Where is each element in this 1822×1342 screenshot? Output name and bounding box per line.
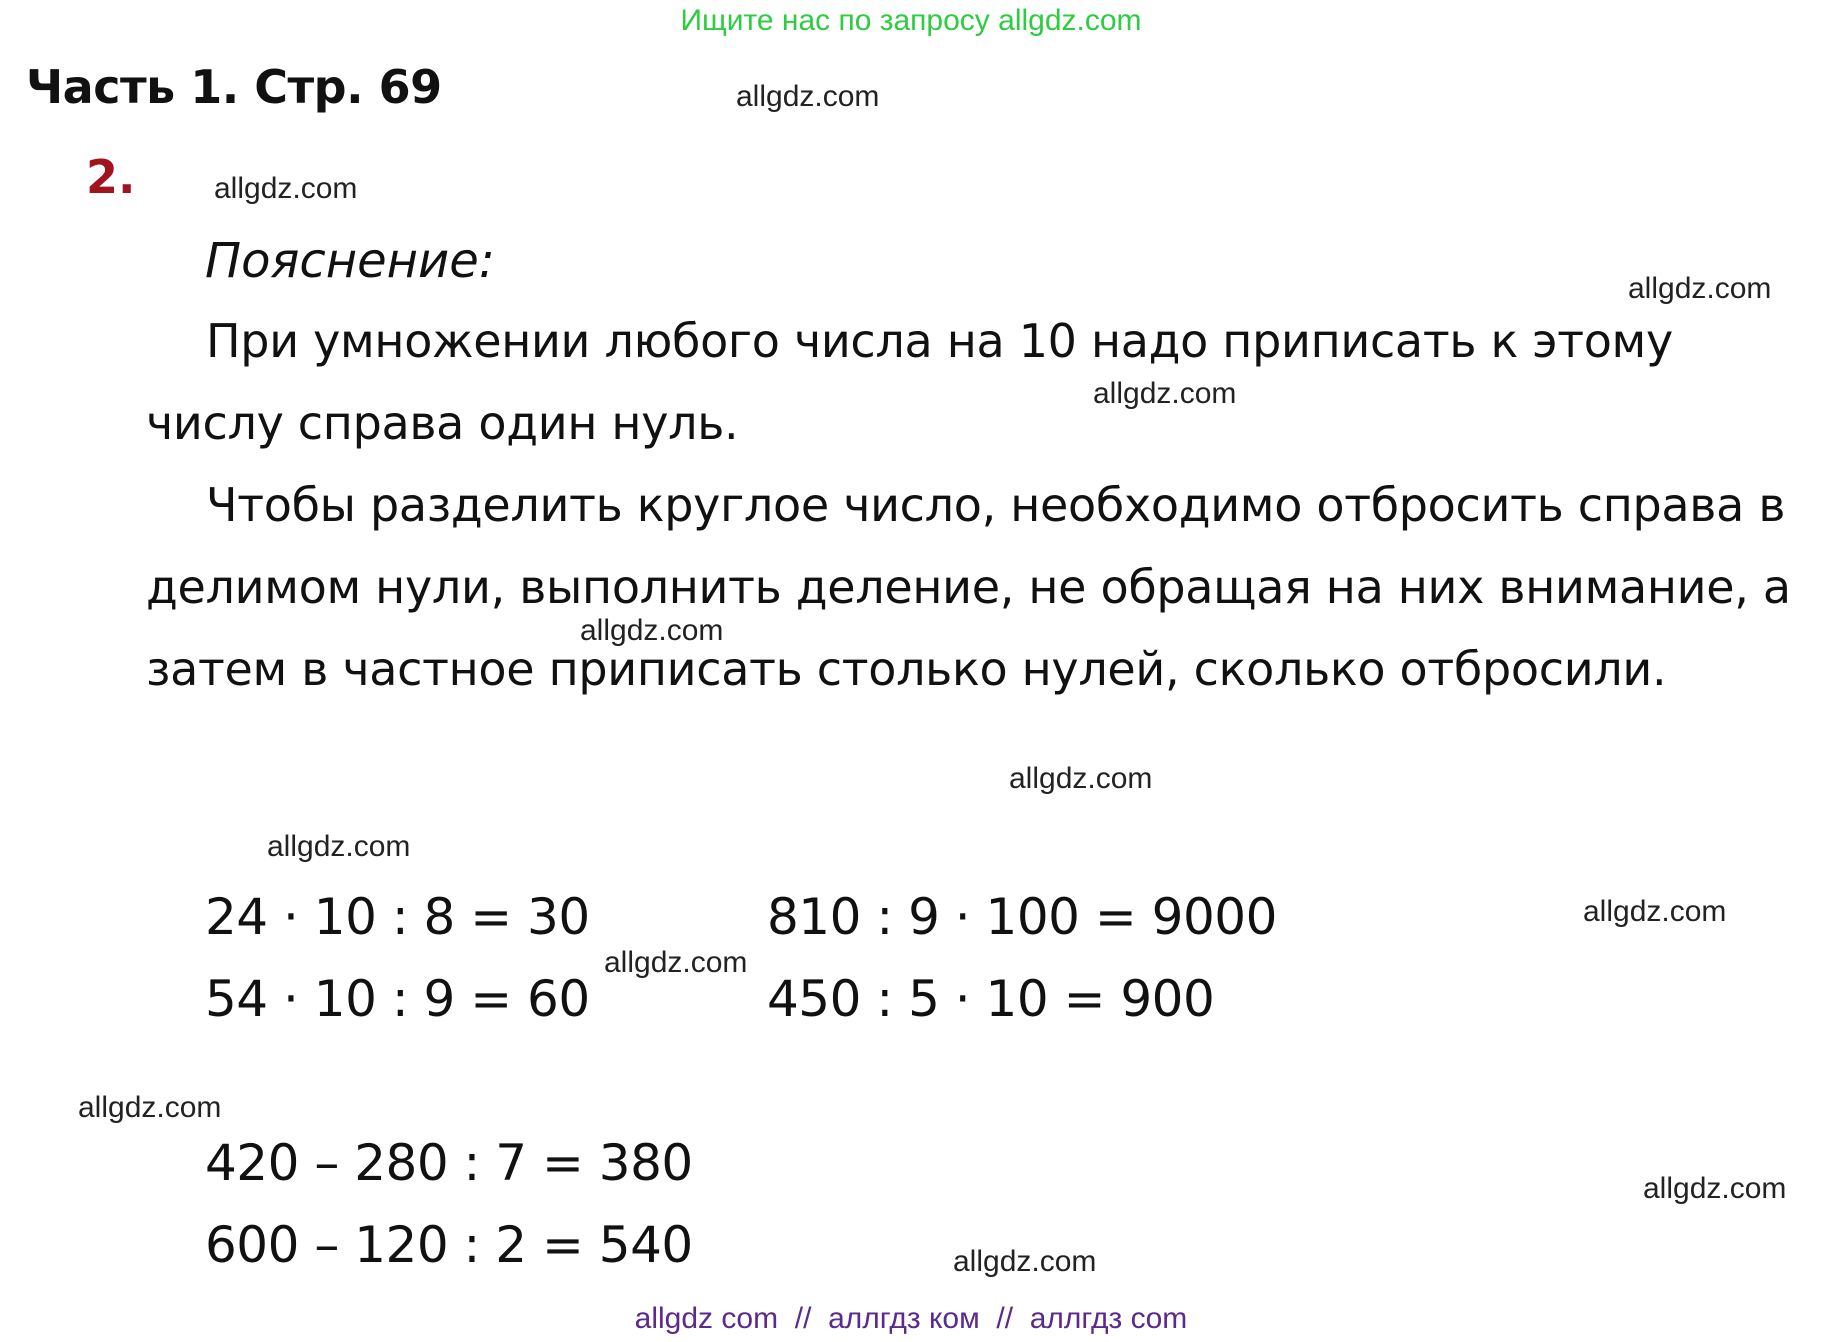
equation: 600 – 120 : 2 = 540 [205,1216,693,1274]
watermark: allgdz.com [953,1245,1097,1278]
watermark: allgdz.com [1009,762,1153,795]
watermark: allgdz.com [1583,895,1727,928]
page-heading: Часть 1. Стр. 69 [26,60,442,114]
explanation-label: Пояснение: [205,233,495,289]
watermark: allgdz.com [1093,377,1237,410]
watermark: allgdz.com [604,946,748,979]
equation: 450 : 5 · 10 = 900 [767,970,1215,1028]
watermark: allgdz.com [1643,1172,1787,1205]
equation: 54 · 10 : 9 = 60 [205,970,590,1028]
task-number: 2. [86,150,136,204]
watermark: allgdz.com [267,830,411,863]
top-banner[interactable]: Ищите нас по запросу allgdz.com [680,4,1142,37]
watermark: allgdz.com [78,1091,222,1124]
equation: 24 · 10 : 8 = 30 [205,888,590,946]
footer-links[interactable]: allgdz com // аллгдз ком // аллгдз com [634,1302,1188,1335]
watermark: allgdz.com [1628,272,1772,305]
explanation-paragraph-2: Чтобы разделить круглое число, необходимо отбросить справа в делимом нули, выполнить деление, не обращая на них внимание, а затем в частное приписать столько нулей, сколько отбросили. [146,478,1791,696]
equation: 810 : 9 · 100 = 9000 [767,888,1277,946]
watermark: allgdz.com [580,614,724,647]
watermark: allgdz.com [736,80,880,113]
watermark: allgdz.com [214,172,358,205]
equation: 420 – 280 : 7 = 380 [205,1134,693,1192]
explanation-paragraph-1: При умножении любого числа на 10 надо приписать к этому числу справа один нуль. [146,314,1673,450]
